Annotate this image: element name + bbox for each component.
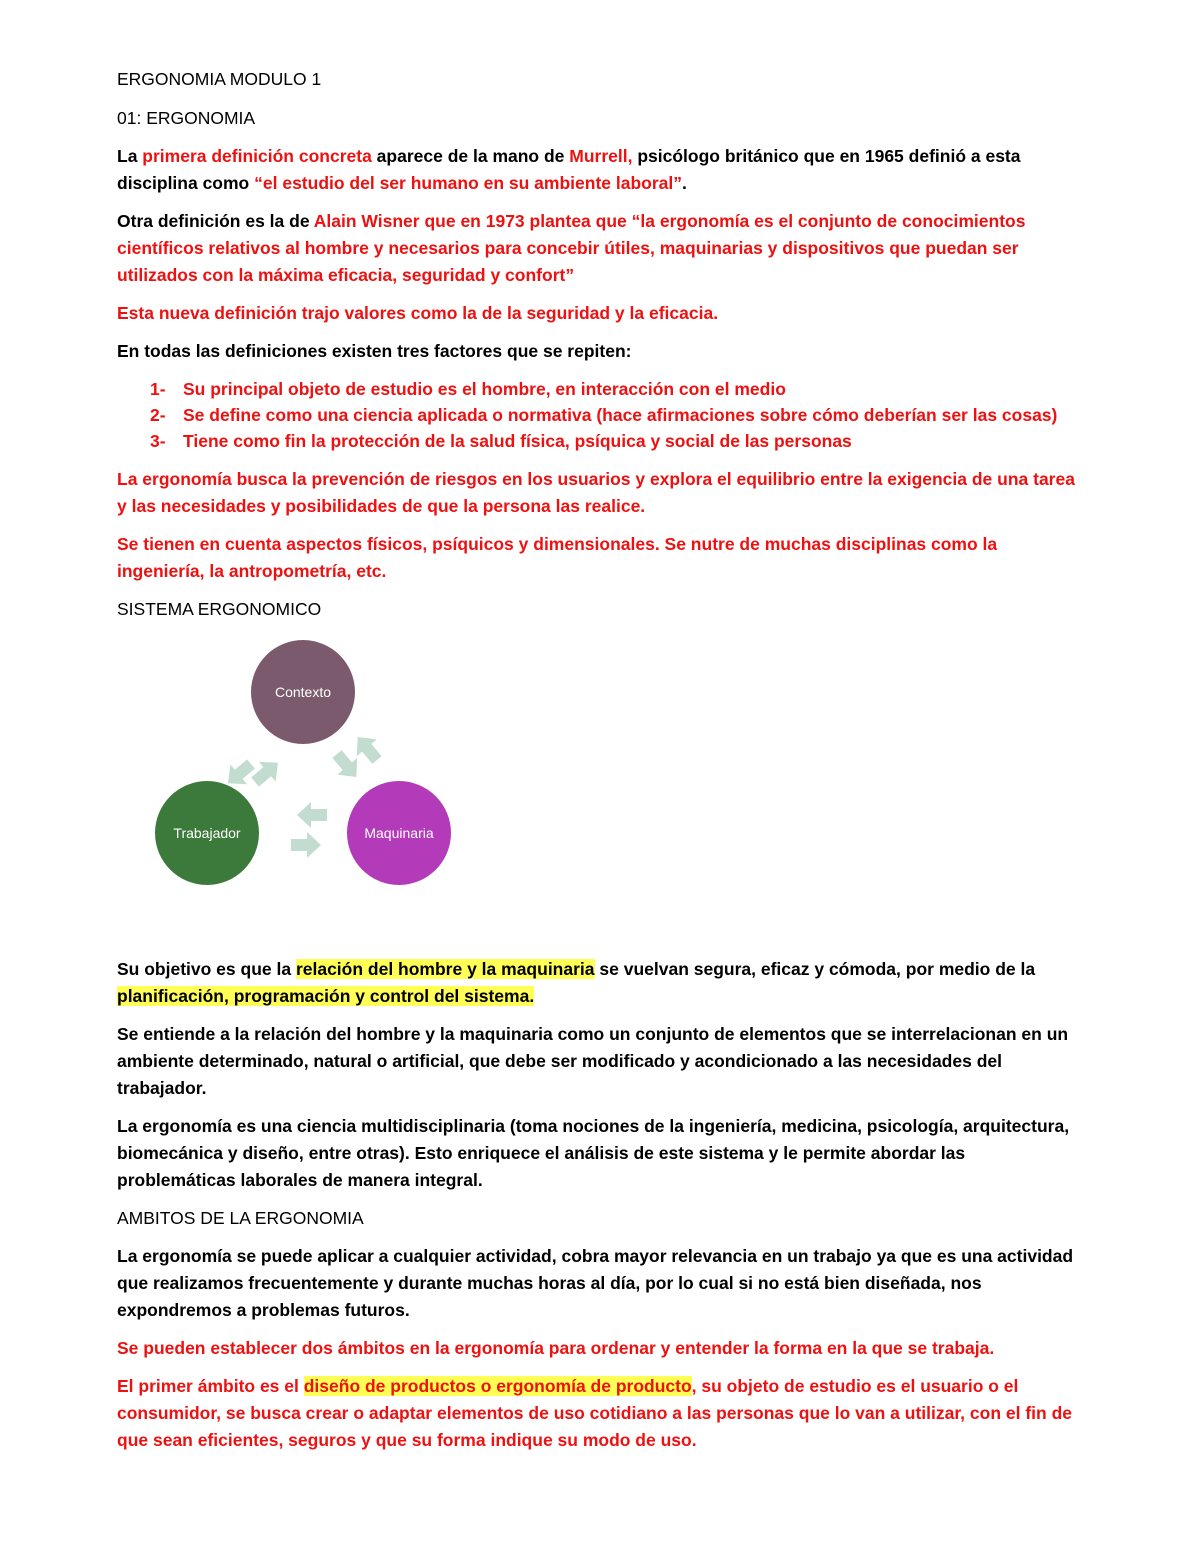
text-run: Su objetivo es que la: [117, 959, 296, 979]
text-run: El primer ámbito es el: [117, 1376, 304, 1396]
text-run: aparece de la mano de: [371, 146, 570, 166]
paragraph-multidisciplinary: La ergonomía es una ciencia multidisciplinaria (toma nociones de la ingeniería, medicina, psicología, arquitectura, biomecánica y diseño, entre otras). Esto enriquece el análisis de este sistema y le permite abordar las problemáticas laborales de manera integral.: [117, 1116, 1070, 1190]
text-run: La: [117, 146, 143, 166]
document-title: ERGONOMIA MODULO 1: [117, 69, 322, 89]
paragraph-three-factors-intro: En todas las definiciones existen tres factores que se repiten:: [117, 341, 632, 361]
list-item-text: Su principal objeto de estudio es el hombre, en interacción con el medio: [183, 379, 786, 399]
node-trabajador: [155, 781, 259, 885]
node-label-maquinaria: Maquinaria: [364, 825, 434, 841]
arrow-context-to-machinery: [327, 729, 387, 786]
paragraph-objective: [117, 956, 1087, 1010]
paragraph-murrell-definition: [117, 143, 1087, 197]
paragraph-wisner-definition: [117, 208, 1087, 289]
paragraph-risk-prevention: La ergonomía busca la prevención de riesgos en los usuarios y explora el equilibrio entre la exigencia de una tarea y las necesidades y posibilidades de que la persona las realice.: [117, 469, 1075, 516]
node-maquinaria: [347, 781, 451, 885]
ergonomic-system-diagram: [151, 634, 491, 924]
text-run-highlight: relación del hombre y la maquinaria: [295, 959, 595, 979]
text-run-emphasis: que en 1973 plantea que “la ergonomía es el conjunto de conocimientos científicos relativos al hombre y necesarios para concebir útiles, maquinarias y dispositivos que puedan ser utilizados con la máxima eficacia, seguridad y confort”: [117, 211, 1026, 285]
section-heading-ambitos: AMBITOS DE LA ERGONOMIA: [117, 1208, 364, 1228]
text-run-highlight: diseño de productos o ergonomía de producto: [303, 1376, 692, 1396]
paragraph-two-scopes: Se pueden establecer dos ámbitos en la ergonomía para ordenar y entender la forma en la que se trabaja.: [117, 1338, 995, 1358]
arrow-worker-to-machinery: [291, 802, 327, 858]
node-label-contexto: Contexto: [274, 684, 332, 700]
section-heading-ergonomia: 01: ERGONOMIA: [117, 108, 256, 128]
text-run: Otra definición es la de: [117, 211, 314, 231]
text-run: , su objeto de estudio es el usuario o el consumidor, se busca crear o adaptar elementos de uso cotidiano a las personas que lo van a utilizar, con el fin de que sean eficientes, seguros y que su forma indique su modo de uso.: [117, 1376, 1073, 1450]
list-item: [150, 402, 1087, 428]
text-run: .: [682, 173, 687, 193]
text-run-emphasis: Alain Wisner: [313, 211, 420, 231]
paragraph-aspects: Se tienen en cuenta aspectos físicos, psíquicos y dimensionales. Se nutre de muchas disciplinas como la ingeniería, la antropometría, etc.: [117, 534, 998, 581]
document-page: [117, 66, 1087, 1465]
text-run-emphasis: “el estudio del ser humano en su ambiente laboral”: [254, 173, 683, 193]
list-number: 1-: [150, 379, 166, 399]
text-run-emphasis: primera definición concreta: [142, 146, 372, 166]
paragraph-first-scope: [117, 1373, 1087, 1454]
text-run: se vuelvan segura, eficaz y cómoda, por medio de la: [594, 959, 1036, 979]
paragraph-application: La ergonomía se puede aplicar a cualquier actividad, cobra mayor relevancia en un trabajo ya que es una actividad que realizamos frecuentemente y durante muchas horas al día, por lo cual si no está bien diseñada, nos expondremos a problemas futuros.: [117, 1246, 1074, 1320]
section-heading-sistema: SISTEMA ERGONOMICO: [117, 599, 322, 619]
list-item-text: Se define como una ciencia aplicada o normativa (hace afirmaciones sobre cómo deberían ser las cosas): [183, 405, 1058, 425]
text-run-highlight: planificación, programación y control del sistema.: [117, 986, 535, 1006]
list-item: [150, 428, 1087, 454]
node-contexto: [251, 640, 355, 744]
text-run-emphasis: Murrell,: [569, 146, 633, 166]
paragraph-new-values: Esta nueva definición trajo valores como la de la seguridad y la eficacia.: [117, 303, 719, 323]
factors-list: [117, 376, 1087, 454]
paragraph-relation: Se entiende a la relación del hombre y la maquinaria como un conjunto de elementos que se interrelacionan en un ambiente determinado, natural o artificial, que debe ser modificado y acondicionado a las necesidades del trabajador.: [117, 1024, 1069, 1098]
list-item: [150, 376, 1087, 402]
diagram-svg: [151, 634, 491, 924]
list-item-text: Tiene como fin la protección de la salud física, psíquica y social de las personas: [183, 431, 852, 451]
list-number: 2-: [150, 405, 166, 425]
list-number: 3-: [150, 431, 166, 451]
text-run: psicólogo británico que en 1965 definió a esta disciplina como: [117, 146, 1021, 193]
node-label-trabajador: Trabajador: [173, 825, 241, 841]
